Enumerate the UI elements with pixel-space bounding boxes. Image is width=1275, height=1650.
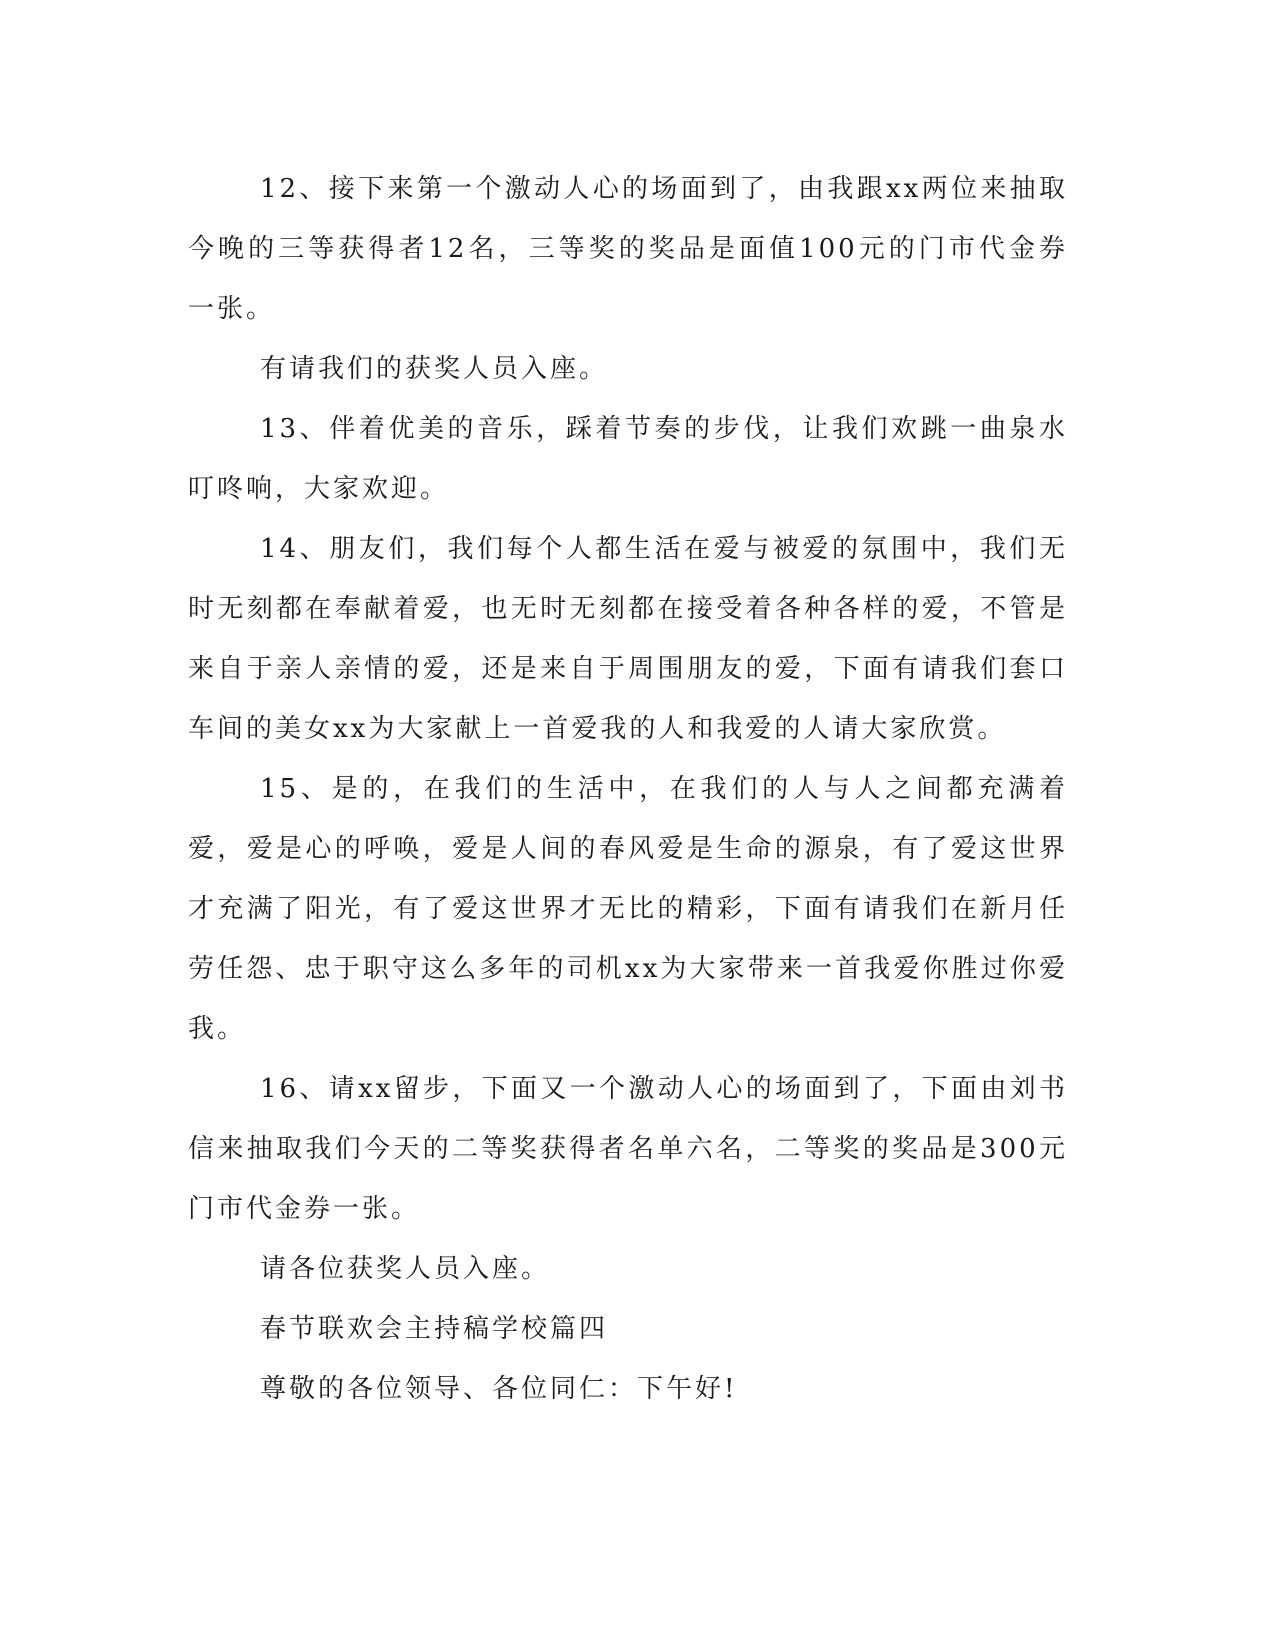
section-heading: 春节联欢会主持稿学校篇四	[260, 1314, 609, 1344]
paragraph-13: 13、伴着优美的音乐，踩着节奏的步伐，让我们欢跳一曲泉水叮咚响，大家欢迎。	[188, 414, 1068, 504]
paragraph-16: 16、请xx留步，下面又一个激动人心的场面到了，下面由刘书信来抽取我们今天的二等奖获得者名单六名，二等奖的奖品是300元门市代金券一张。	[188, 1074, 1068, 1224]
paragraph-12: 12、接下来第一个激动人心的场面到了，由我跟xx两位来抽取今晚的三等获得者12名，三等奖的奖品是面值100元的门市代金券一张。	[188, 174, 1068, 324]
paragraph-seating-2: 请各位获奖人员入座。	[260, 1254, 551, 1284]
paragraph-seating-1: 有请我们的获奖人员入座。	[260, 354, 609, 384]
document-body	[188, 159, 1068, 1419]
greeting-paragraph: 尊敬的各位领导、各位同仁：下午好!	[260, 1374, 738, 1404]
paragraph-15: 15、是的，在我们的生活中，在我们的人与人之间都充满着爱，爱是心的呼唤，爱是人间的春风爱是生命的源泉，有了爱这世界才充满了阳光，有了爱这世界才无比的精彩，下面有请我们在新月任劳任怨、忠于职守这么多年的司机xx为大家带来一首我爱你胜过你爱我。	[188, 774, 1068, 1044]
paragraph-14: 14、朋友们，我们每个人都生活在爱与被爱的氛围中，我们无时无刻都在奉献着爱，也无时无刻都在接受着各种各样的爱，不管是来自于亲人亲情的爱，还是来自于周围朋友的爱，下面有请我们套口车间的美女xx为大家献上一首爱我的人和我爱的人请大家欣赏。	[188, 534, 1068, 744]
